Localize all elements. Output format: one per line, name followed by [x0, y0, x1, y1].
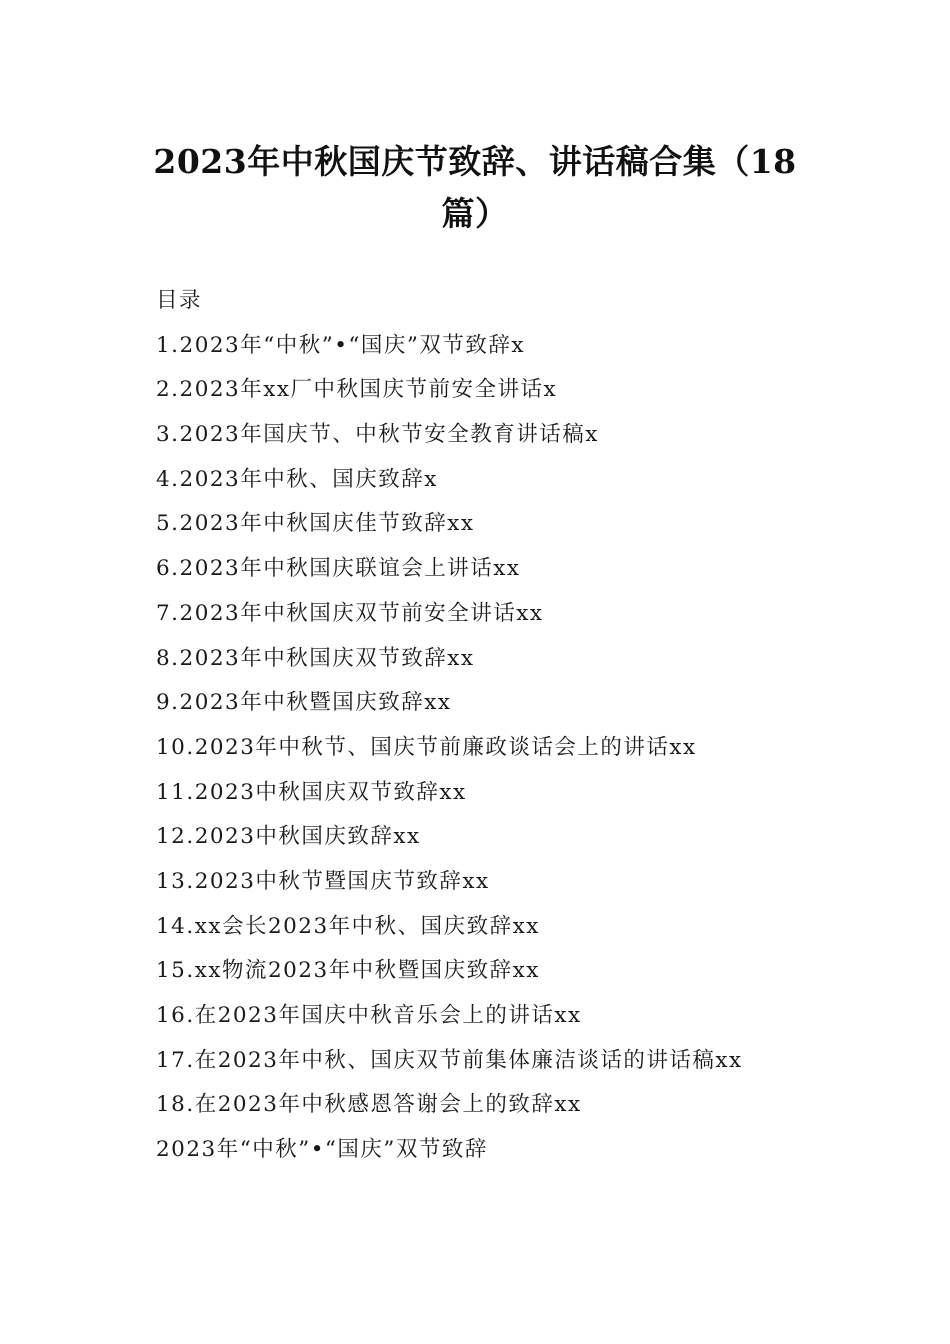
toc-item[interactable]: 6.2023年中秋国庆联谊会上讲话xx [156, 556, 521, 582]
toc-heading: 目录 [156, 288, 203, 313]
toc-item[interactable]: 10.2023年中秋节、国庆节前廉政谈话会上的讲话xx [156, 734, 697, 760]
toc-item[interactable]: 4.2023年中秋、国庆致辞x [156, 466, 438, 492]
toc-item[interactable]: 11.2023中秋国庆双节致辞xx [156, 779, 467, 805]
toc-item[interactable]: 3.2023年国庆节、中秋节安全教育讲话稿x [156, 422, 599, 448]
toc-item[interactable]: 8.2023年中秋国庆双节致辞xx [156, 645, 475, 671]
toc-item[interactable]: 5.2023年中秋国庆佳节致辞xx [156, 511, 475, 537]
toc-list [156, 324, 916, 1128]
document-title-line-1: 2023年中秋国庆节致辞、讲话稿合集（18 [153, 142, 797, 181]
toc-item[interactable]: 16.在2023年国庆中秋音乐会上的讲话xx [156, 1003, 582, 1028]
toc-item[interactable]: 1.2023年“中秋”•“国庆”双节致辞x [156, 332, 526, 358]
toc-item[interactable]: 9.2023年中秋暨国庆致辞xx [156, 690, 452, 716]
toc-item[interactable]: 18.在2023年中秋感恩答谢会上的致辞xx [156, 1092, 582, 1118]
toc-item[interactable]: 17.在2023年中秋、国庆双节前集体廉洁谈话的讲话稿xx [156, 1047, 743, 1073]
toc-item[interactable]: 13.2023中秋节暨国庆节致辞xx [156, 868, 490, 894]
toc-item[interactable]: 12.2023中秋国庆致辞xx [156, 824, 421, 850]
toc-item[interactable]: 15.xx物流2023年中秋暨国庆致辞xx [156, 958, 540, 984]
toc-item[interactable]: 2.2023年xx厂中秋国庆节前安全讲话x [156, 377, 558, 403]
table-of-contents [156, 279, 916, 1173]
toc-item[interactable]: 14.xx会长2023年中秋、国庆致辞xx [156, 913, 540, 939]
document-title-line-2: 篇） [441, 194, 509, 233]
document-title [120, 136, 830, 240]
section-title: 2023年“中秋”•“国庆”双节致辞 [156, 1137, 488, 1163]
toc-item[interactable]: 7.2023年中秋国庆双节前安全讲话xx [156, 600, 544, 626]
